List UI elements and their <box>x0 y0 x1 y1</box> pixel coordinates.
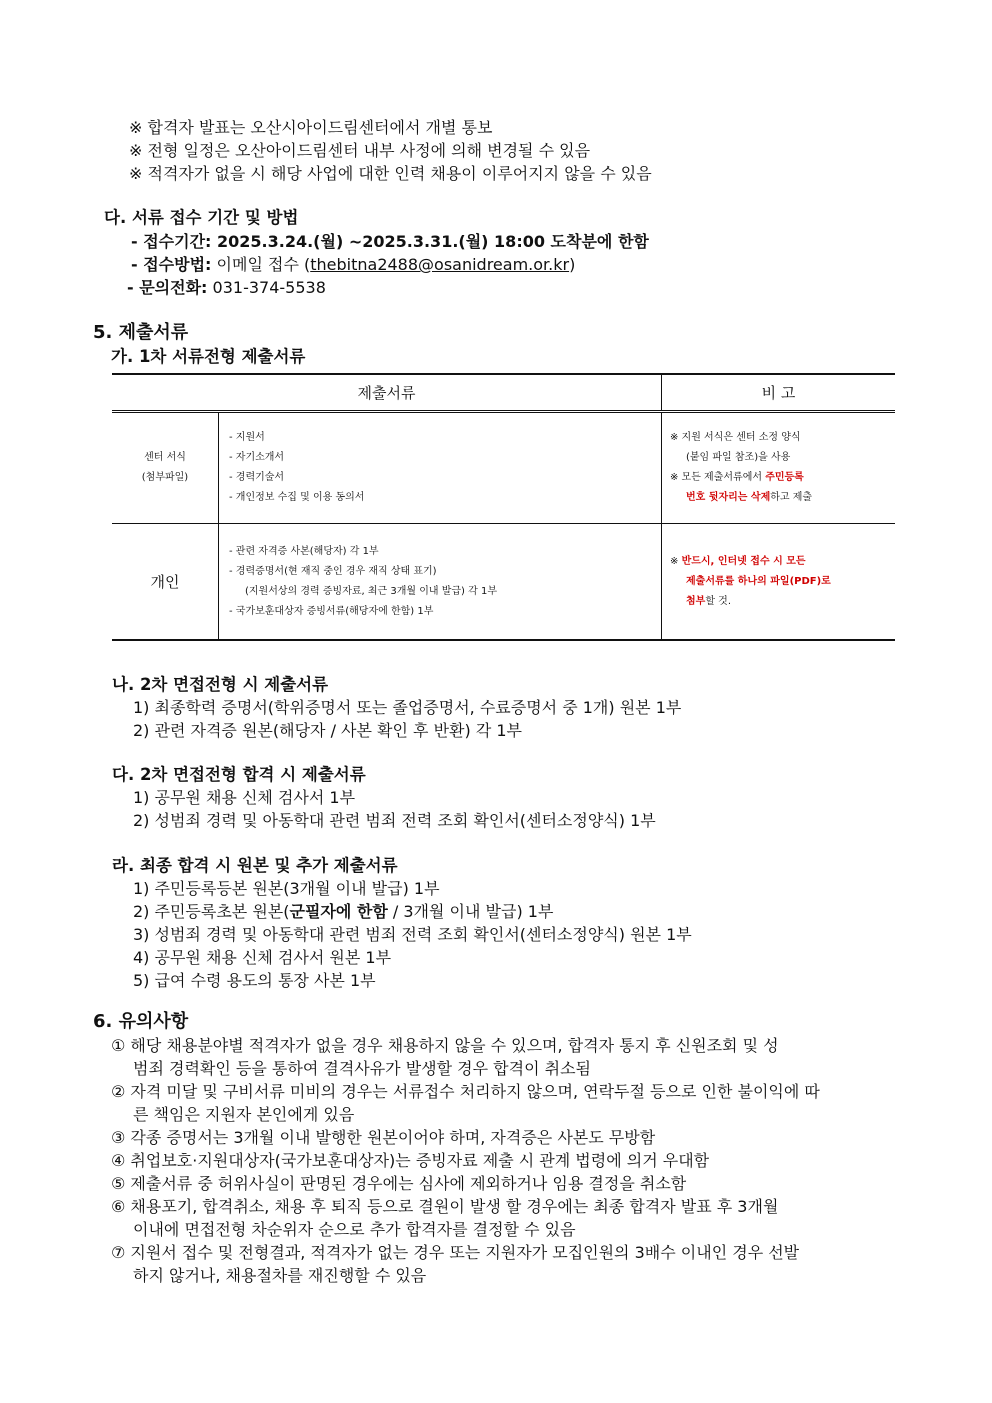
remark-line <box>670 552 895 572</box>
list-item <box>133 901 553 923</box>
section5-sub-ra-title: 라. 최종 합격 시 원본 및 추가 제출서류 <box>112 856 398 875</box>
remark-text: ※ 모든 제출서류에서 <box>670 472 766 483</box>
header-remarks: 비 고 <box>662 374 896 412</box>
notice-item: ⑦ 지원서 접수 및 전형결과, 적격자가 없는 경우 또는 지원자가 모집인원의 3배수 이내인 경우 선발 <box>111 1243 800 1262</box>
list-item: 3) 성범죄 경력 및 아동학대 관련 범죄 전력 조회 확인서(센터소정양식) 원본 1부 <box>133 925 692 944</box>
list-item-text: / 3개월 이내 발급) 1부 <box>387 902 554 921</box>
list-item-emphasis: 군필자에 한함 <box>289 902 388 921</box>
contact-phone-label: - 문의전화: <box>127 278 208 297</box>
header-documents: 제출서류 <box>112 374 662 412</box>
list-item: - 자기소개서 <box>229 452 285 463</box>
note-schedule: ※ 전형 일정은 오산아이드림센터 내부 사정에 의해 변경될 수 있음 <box>129 141 591 160</box>
notice-item: ① 해당 채용분야별 적격자가 없을 경우 채용하지 않을 수 있으며, 합격자 통지 후 신원조회 및 성 <box>111 1036 779 1055</box>
notice-item-cont: 범죄 경력확인 등을 통하여 결격사유가 발생할 경우 합격이 취소됨 <box>133 1059 592 1078</box>
notice-item-cont: 하지 않거나, 채용절차를 재진행할 수 있음 <box>133 1266 427 1285</box>
remark-text: 하고 제출 <box>770 492 813 503</box>
list-item: - 개인정보 수집 및 이용 동의서 <box>229 492 365 503</box>
receipt-method <box>131 254 575 276</box>
notice-item-cont: 이내에 면접전형 차순위자 순으로 추가 합격자를 결정할 수 있음 <box>133 1220 576 1239</box>
list-item-text: 2) 주민등록초본 원본( <box>133 902 290 921</box>
list-item: 5) 급여 수령 용도의 통장 사본 1부 <box>133 971 376 990</box>
receipt-email-link[interactable]: thebitna2488@osanidream.or.kr <box>310 255 570 274</box>
note-no-hire: ※ 적격자가 없을 시 해당 사업에 대한 인력 채용이 이루어지지 않을 수 있음 <box>129 164 652 183</box>
notice-item: ② 자격 미달 및 구비서류 미비의 경우는 서류접수 처리하지 않으며, 연락두절 등으로 인한 불이익에 따 <box>111 1082 820 1101</box>
list-item: 2) 관련 자격증 원본(해당자 / 사본 확인 후 반환) 각 1부 <box>133 721 523 740</box>
list-item: - 국가보훈대상자 증빙서류(해당자에 한함) 1부 <box>229 605 434 617</box>
section5-title: 5. 제출서류 <box>93 322 189 343</box>
row-items-center <box>219 412 662 524</box>
documents-table <box>112 373 895 641</box>
list-item: - 관련 자격증 사본(해당자) 각 1부 <box>229 545 379 557</box>
list-item: 1) 최종학력 증명서(학위증명서 또는 졸업증명서, 수료증명서 중 1개) 원본 1부 <box>133 698 682 717</box>
category-line: (첨부파일) <box>141 472 189 483</box>
contact-phone-value: 031-374-5538 <box>212 278 326 297</box>
remark-emphasis: 제출서류를 하나의 파일(PDF)로 <box>686 575 831 587</box>
remark-emphasis: 첨부 <box>686 595 706 607</box>
list-item: 2) 성범죄 경력 및 아동학대 관련 범죄 전력 조회 확인서(센터소정양식) 1부 <box>133 811 656 830</box>
list-item: (지원서상의 경력 증빙자료, 최근 3개월 이내 발급) 각 1부 <box>245 585 497 597</box>
note-announcement: ※ 합격자 발표는 오산시아이드림센터에서 개별 통보 <box>129 118 493 137</box>
list-item: - 지원서 <box>229 432 265 443</box>
notice-item-cont: 른 책임은 지원자 본인에게 있음 <box>133 1105 355 1124</box>
section5-sub-ga-title: 가. 1차 서류전형 제출서류 <box>111 347 306 366</box>
list-item: 4) 공무원 채용 신체 검사서 원본 1부 <box>133 948 392 967</box>
receipt-method-close: ) <box>569 255 576 274</box>
section-da-title: 다. 서류 접수 기간 및 방법 <box>104 208 299 227</box>
remark-line <box>670 468 895 488</box>
contact-phone <box>127 277 326 299</box>
receipt-period-label: - 접수기간: <box>131 232 212 251</box>
remark-line <box>670 488 895 508</box>
list-item: - 경력기술서 <box>229 472 285 483</box>
table-row <box>112 524 895 641</box>
remark-line: ※ 지원 서식은 센터 소정 양식 <box>670 432 801 443</box>
section5-sub-na-title: 나. 2차 면접전형 시 제출서류 <box>112 675 329 694</box>
list-item: 1) 공무원 채용 신체 검사서 1부 <box>133 788 356 807</box>
row-category-personal: 개인 <box>112 524 219 641</box>
notice-item: ⑤ 제출서류 중 허위사실이 판명된 경우에는 심사에 제외하거나 임용 결정을 취소함 <box>111 1174 687 1193</box>
receipt-period <box>131 231 649 253</box>
list-item: 1) 주민등록등본 원본(3개월 이내 발급) 1부 <box>133 879 440 898</box>
remark-text: ※ <box>670 555 682 567</box>
remark-emphasis: 반드시, 인터넷 접수 시 모든 <box>681 555 806 567</box>
notice-item: ⑥ 채용포기, 합격취소, 채용 후 퇴직 등으로 결원이 발생 할 경우에는 최종 합격자 발표 후 3개월 <box>111 1197 779 1216</box>
notice-item: ③ 각종 증명서는 3개월 이내 발행한 원본이어야 하며, 자격증은 사본도 무방함 <box>111 1128 656 1147</box>
row-items-personal <box>219 524 662 641</box>
receipt-method-value: 이메일 접수 ( <box>216 255 311 274</box>
notice-item: ④ 취업보호·지원대상자(국가보훈대상자)는 증빙자료 제출 시 관계 법령에 의거 우대함 <box>111 1151 710 1170</box>
section5-sub-da-title: 다. 2차 면접전형 합격 시 제출서류 <box>112 765 366 784</box>
section6-title: 6. 유의사항 <box>93 1011 189 1032</box>
remark-emphasis: 번호 뒷자리는 삭제 <box>686 492 771 503</box>
table-header-row <box>112 374 895 412</box>
row-category-center <box>112 412 219 524</box>
category-line: 센터 서식 <box>144 452 186 463</box>
receipt-period-value: 2025.3.24.(월) ~2025.3.31.(월) 18:00 도착분에 한함 <box>217 232 649 251</box>
table-row <box>112 412 895 524</box>
row-remarks-center <box>662 412 896 524</box>
remark-emphasis: 주민등록 <box>765 472 804 483</box>
remark-line <box>670 592 895 612</box>
row-remarks-personal <box>662 524 896 641</box>
list-item: - 경력증명서(현 재직 중인 경우 재직 상태 표기) <box>229 565 437 577</box>
remark-line: (붙임 파일 참조)을 사용 <box>686 452 791 463</box>
receipt-method-label: - 접수방법: <box>131 255 212 274</box>
remark-text: 할 것. <box>705 595 732 607</box>
